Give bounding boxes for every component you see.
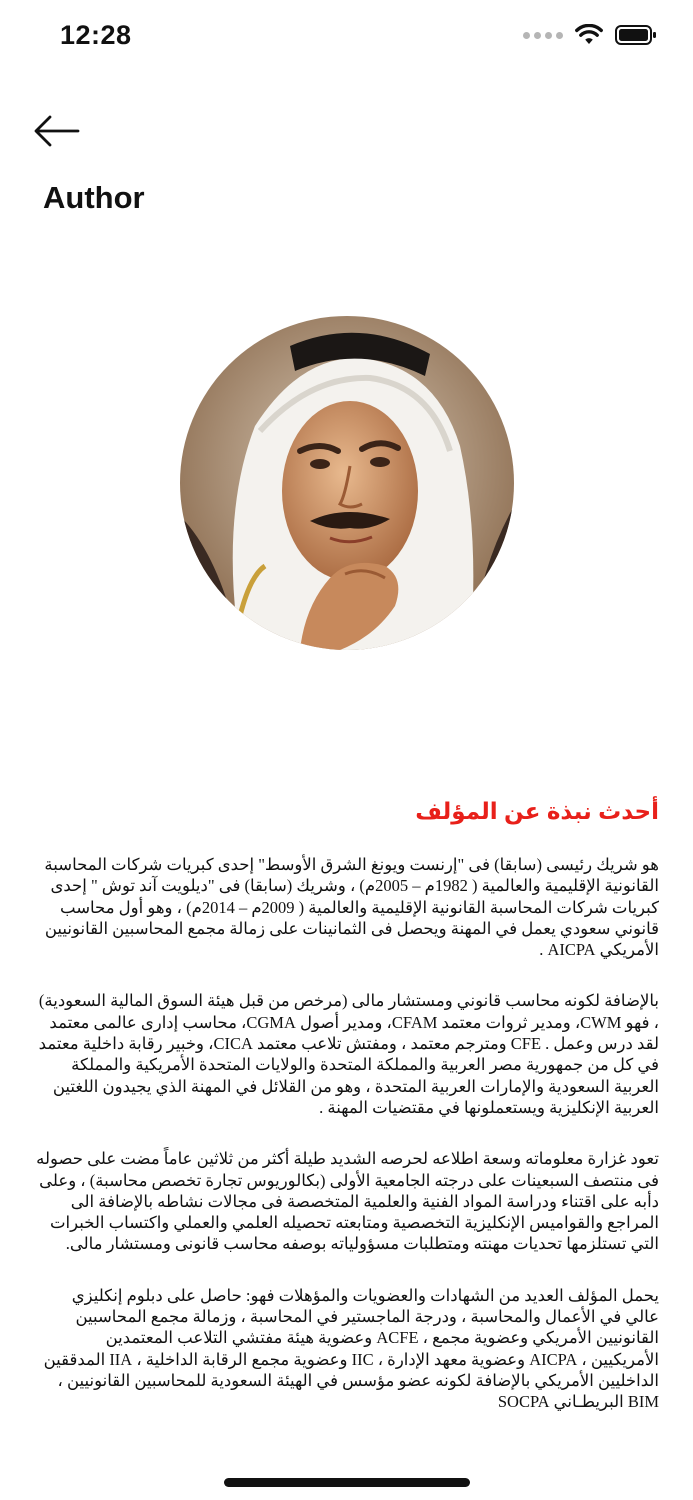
- section-heading: أحدث نبذة عن المؤلف: [415, 798, 659, 824]
- status-icons: [523, 24, 657, 46]
- bio-paragraph: تعود غزارة معلوماته وسعة اطلاعه لحرصه الشديد طيلة أكثر من ثلاثين عاماً مضت على حصوله فى منتصف السبعينات على درجته الجامعية الأولى (بكالوريوس تجارة تخصص محاسبة) ، وعلى دأبه على اقتناء ودراسة المواد الفنية والعلمية المتخصصة فى مجالات نشاطه بالإضافة الى المراجع والقواميس الإنكليزية التخصصية ومتابعته تحصيله العلمي والعملي واكتساب الخبرات التي تستلزمها تحديات مهنته ومتطلبات مسؤولياته بوصفه محاسب قانونى ومستشار مالى.: [36, 1149, 659, 1254]
- wifi-icon: [575, 24, 603, 46]
- bio-paragraph: بالإضافة لكونه محاسب قانوني ومستشار مالى (مرخص من قبل هيئة السوق المالية السعودية) ، فهو CWM، ومدير ثروات معتمد CFAM، ومدير أصول CGMA، محاسب إدارى عالمى معتمد لقد درس وعمل . CFE ومترجم معتمد ، ومفتش تلاعب معتمد CICA، وخبير رقابة داخلية معتمد في كل من جمهورية مصر العربية والمملكة المتحدة والولايات المتحدة الأمريكية والمملكة العربية السعودية والإمارات العربية المتحدة ، وهو من القلائل في المهنة الذي يجيدون اللغتين العربية الإنكليزية ويستعملونها في مقتضيات المهنة .: [38, 991, 659, 1117]
- back-button[interactable]: [30, 108, 86, 156]
- signal-dots-icon: [523, 32, 563, 39]
- home-indicator[interactable]: [224, 1478, 470, 1487]
- status-time: 12:28: [60, 20, 132, 50]
- author-portrait: [180, 316, 514, 650]
- battery-icon: [615, 24, 657, 46]
- bio-paragraph: يحمل المؤلف العديد من الشهادات والعضويات والمؤهلات فهو: حاصل على دبلوم إنكليزي عالي في الأعمال والمحاسبة ، ودرجة الماجستير في المحاسبة ، وزمالة مجمع المحاسبين القانونيين الأمريكي وعضوية مجمع ، ACFE وعضوية هيئة مفتشي التلاعب المعتمدين الأمريكيين ، AICPA وعضوية معهد الإدارة ، IIC وعضوية مجمع الرقابة الداخلية ، IIA المدققين الداخليين الأمريكي بالإضافة لكونه عضو مؤسس في الهيئة السعودية للمحاسبين القانونيين ، BIM البريطـاني SOCPA: [43, 1285, 659, 1412]
- page-title: Author: [43, 180, 145, 215]
- arrow-left-icon: [30, 108, 82, 152]
- author-bio: [34, 854, 659, 1443]
- bio-paragraph: هو شريك رئيسى (سابقا) فى "إرنست ويونغ الشرق الأوسط" إحدى كبريات شركات المحاسبة القانونية الإقليمية والعالمية ( 1982م – 2005م) ، وشريك (سابقا) فى "ديلويت آند توش " إحدى كبريات شركات المحاسبة القانونية الإقليمية والعالمية ( 2009م – 2014م) ، وهو أول محاسب قانوني سعودي يعمل في المهنة ويحصل فى الثمانينات على زمالة مجمع المحاسبين القانونيين الأمريكي AICPA .: [44, 855, 659, 960]
- status-bar: [0, 0, 693, 76]
